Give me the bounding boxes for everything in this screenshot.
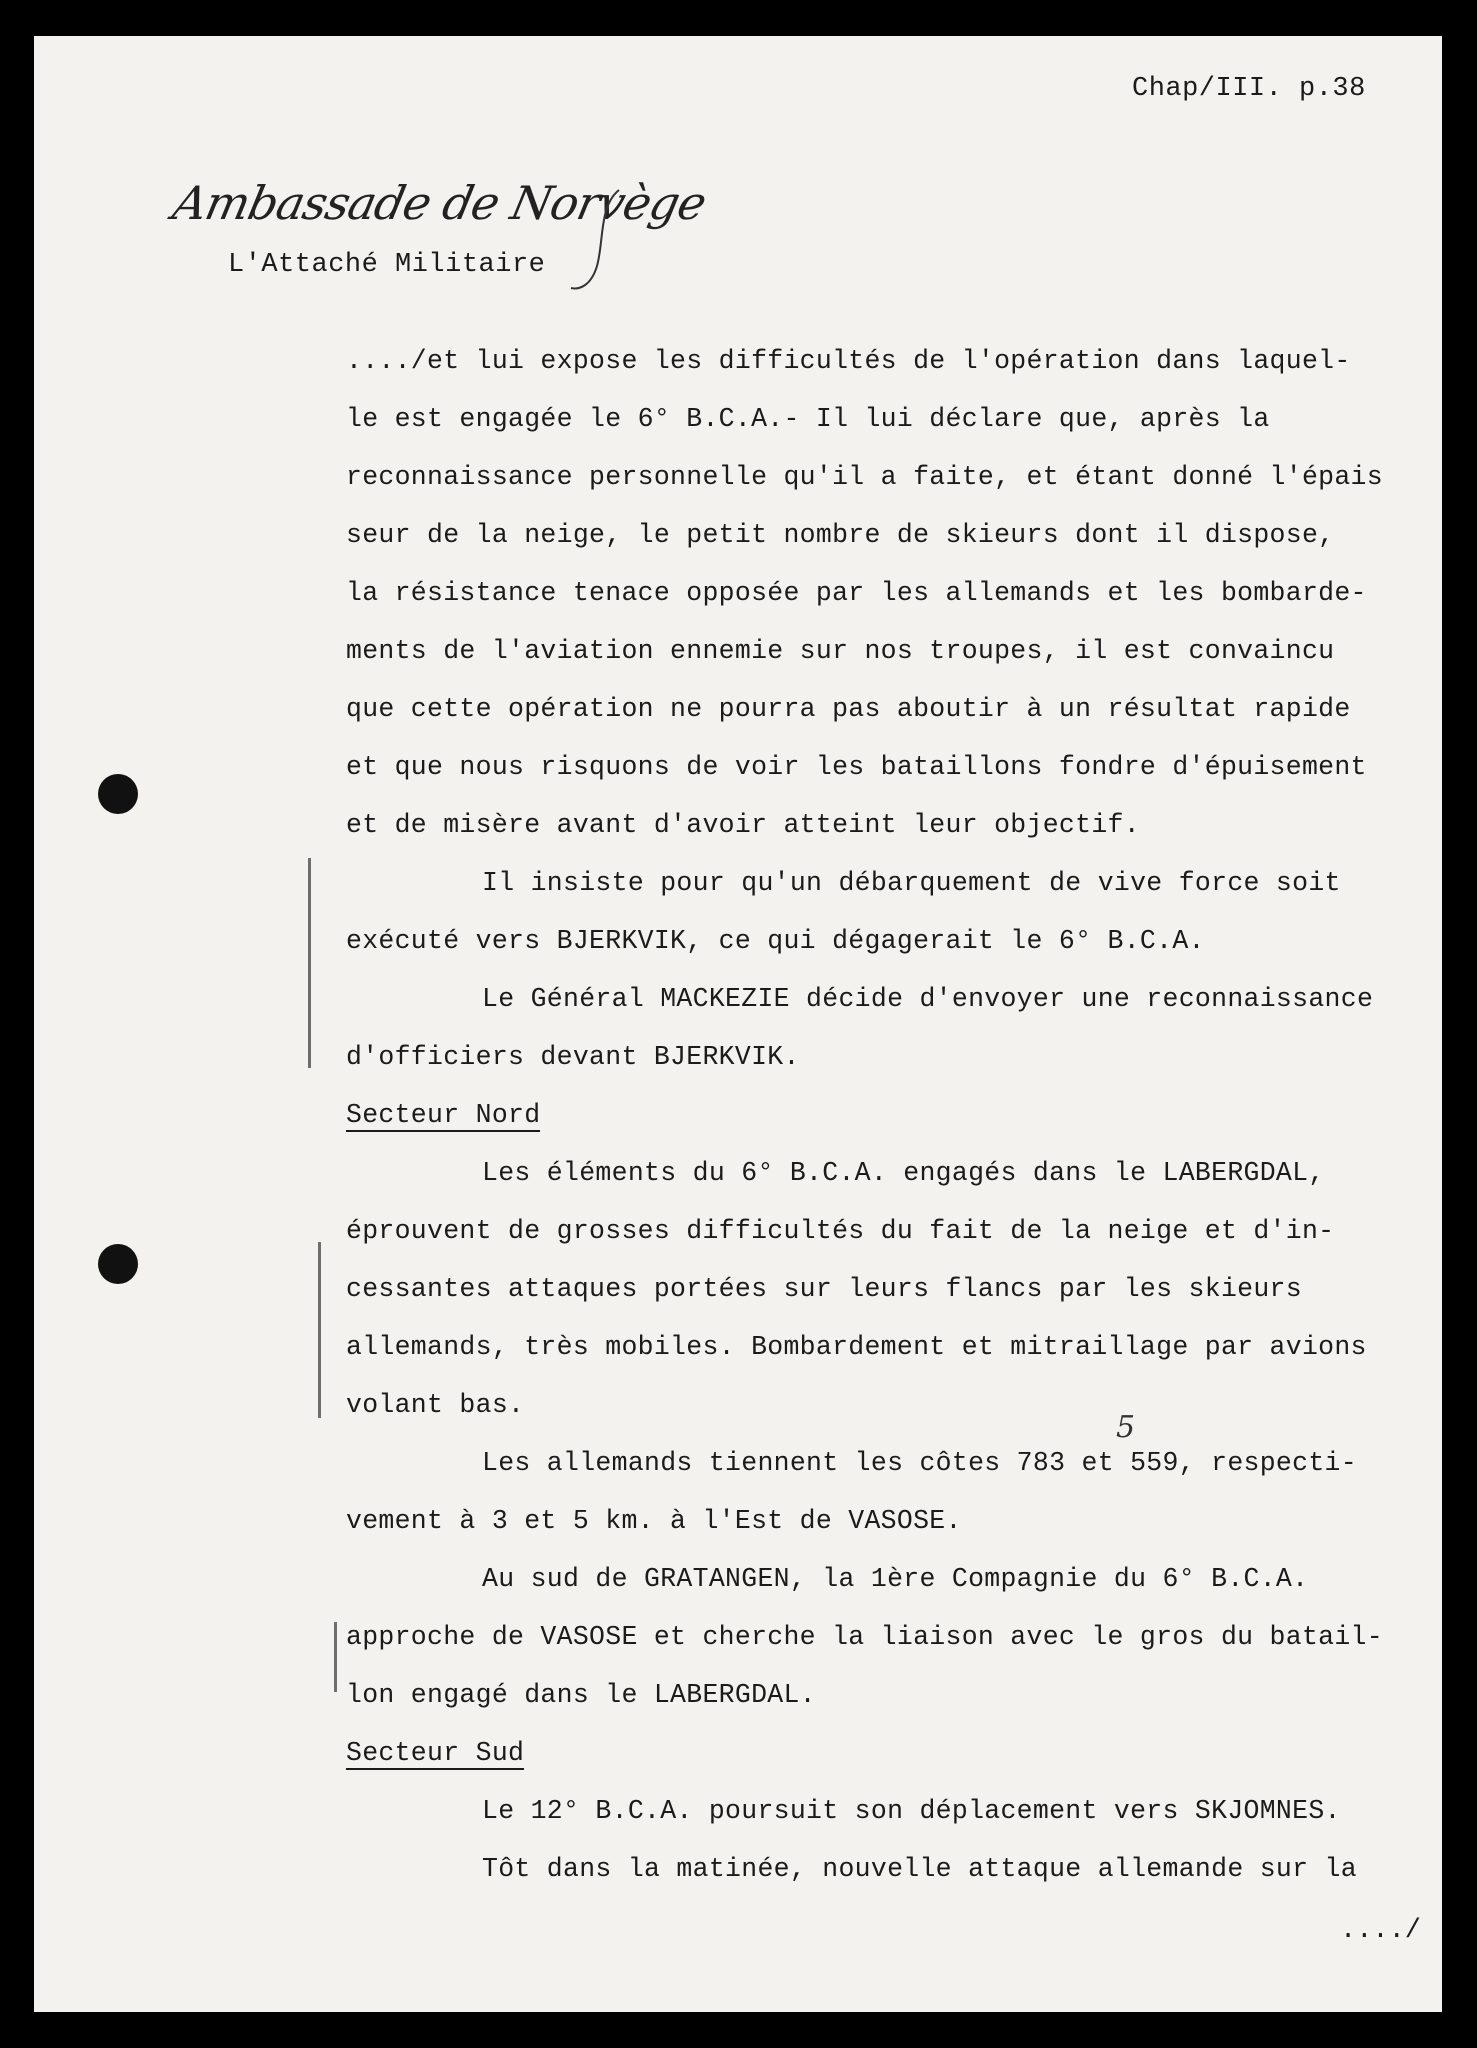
text-line: Le 12° B.C.A. poursuit son déplacement vers SKJOMNES. (482, 1796, 1341, 1826)
text-line: vement à 3 et 5 km. à l'Est de VASOSE. (346, 1506, 962, 1536)
punch-hole-icon (98, 774, 138, 814)
embassy-letterhead: Ambassade de Norvège (168, 176, 711, 230)
text-line: d'officiers devant BJERKVIK. (346, 1042, 800, 1072)
text-line: Au sud de GRATANGEN, la 1ère Compagnie du 6° B.C.A. (482, 1564, 1309, 1594)
military-attache-heading: L'Attaché Militaire (228, 250, 546, 280)
text-line: Les éléments du 6° B.C.A. engagés dans le LABERGDAL, (482, 1158, 1325, 1188)
text-line: cessantes attaques portées sur leurs flancs par les skieurs (346, 1274, 1302, 1304)
text-line: reconnaissance personnelle qu'il a faite, et étant donné l'épais (346, 462, 1383, 492)
text-line: Le Général MACKEZIE décide d'envoyer une reconnaissance (482, 984, 1374, 1014)
text-line: Les allemands tiennent les côtes 783 et 559, respecti- (482, 1448, 1357, 1478)
margin-line-mark (318, 1242, 321, 1418)
letterhead-flourish-icon (569, 186, 629, 296)
text-line: approche de VASOSE et cherche la liaison avec le gros du batail- (346, 1622, 1383, 1652)
text-line: la résistance tenace opposée par les allemands et les bombarde- (346, 578, 1367, 608)
text-line: seur de la neige, le petit nombre de skieurs dont il dispose, (346, 520, 1335, 550)
punch-hole-icon (98, 1244, 138, 1284)
continuation-mark: ..../ (1340, 1916, 1422, 1946)
text-line: et de misère avant d'avoir atteint leur objectif. (346, 810, 1140, 840)
section-heading-sud: Secteur Sud (346, 1738, 525, 1768)
margin-line-mark (308, 858, 311, 1068)
document-page (34, 36, 1442, 2012)
text-line: Il insiste pour qu'un débarquement de vive force soit (482, 868, 1341, 898)
margin-line-mark (334, 1622, 337, 1692)
text-line: exécuté vers BJERKVIK, ce qui dégagerait le 6° B.C.A. (346, 926, 1205, 956)
text-line: le est engagée le 6° B.C.A.- Il lui déclare que, après la (346, 404, 1270, 434)
text-line: allemands, très mobiles. Bombardement et mitraillage par avions (346, 1332, 1367, 1362)
text-line: ments de l'aviation ennemie sur nos troupes, il est convaincu (346, 636, 1335, 666)
section-heading-nord: Secteur Nord (346, 1100, 541, 1130)
text-line: volant bas. (346, 1390, 525, 1420)
text-line: ..../et lui expose les difficultés de l'opération dans laquel- (346, 346, 1351, 376)
body-text (346, 332, 1406, 1898)
text-line: et que nous risquons de voir les bataillons fondre d'épuisement (346, 752, 1367, 782)
text-line: Tôt dans la matinée, nouvelle attaque allemande sur la (482, 1854, 1357, 1884)
handwritten-correction: 5 (1116, 1410, 1136, 1445)
page-reference: Chap/III. p.38 (1132, 74, 1366, 104)
text-line: lon engagé dans le LABERGDAL. (346, 1680, 816, 1710)
text-line: que cette opération ne pourra pas aboutir à un résultat rapide (346, 694, 1351, 724)
text-line: éprouvent de grosses difficultés du fait de la neige et d'in- (346, 1216, 1335, 1246)
